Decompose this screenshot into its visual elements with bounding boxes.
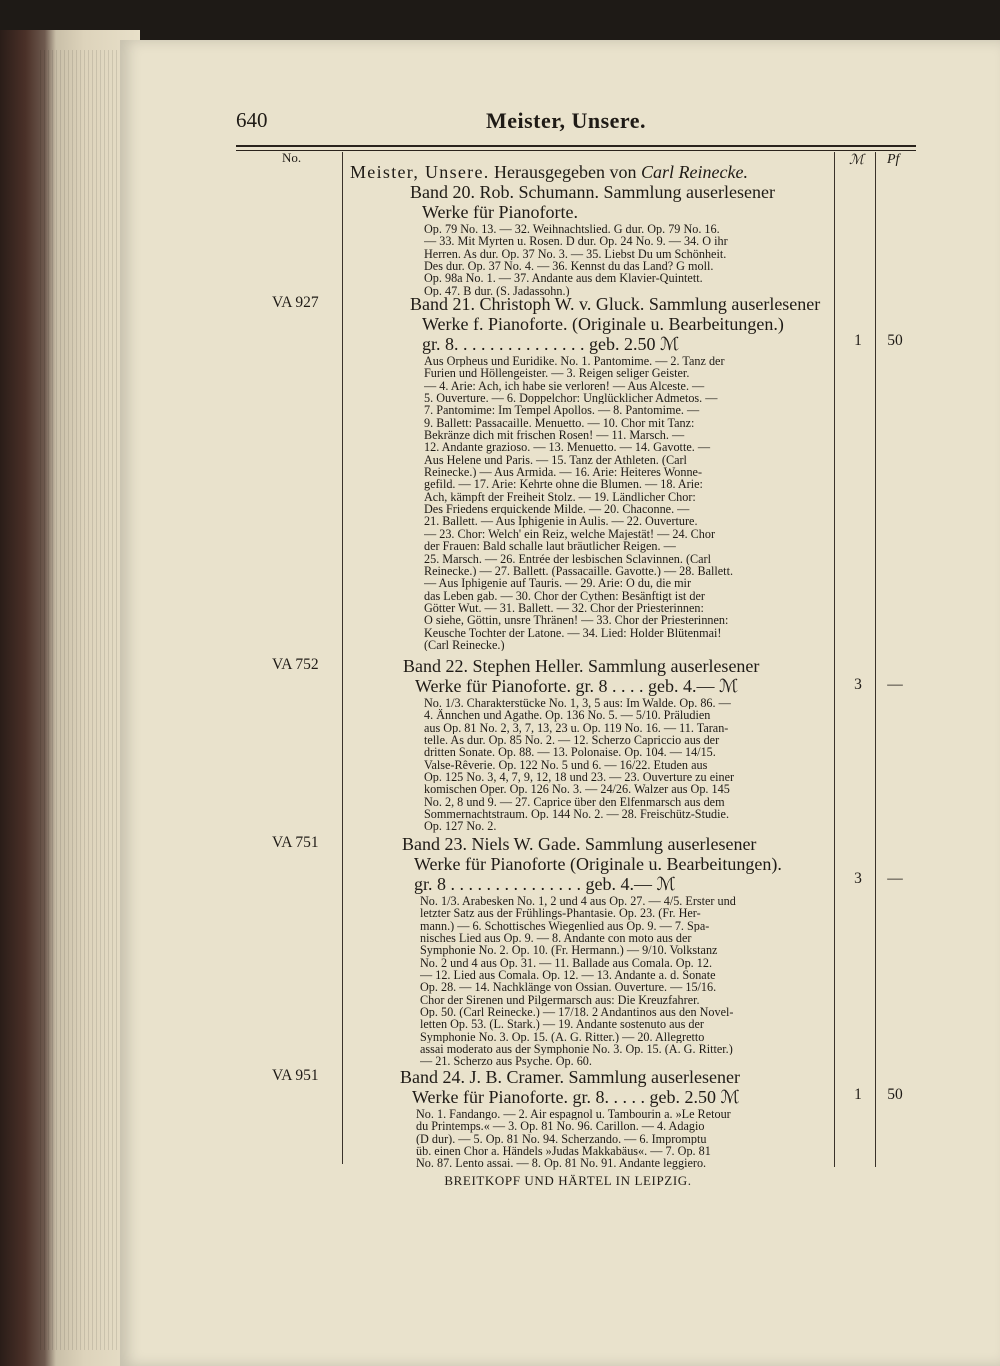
contents-line: 21. Ballett. — Aus Iphigenie in Aulis. — 22. Ouverture. <box>424 515 698 528</box>
volume-title-line: gr. 8. . . . . . . . . . . . . . . geb. 2.50 ℳ <box>422 334 680 354</box>
contents-line: assai moderato aus der Symphonie No. 3. Op. 15. (A. G. Ritter.) <box>420 1043 733 1056</box>
contents-line: der Frauen: Bald schalle laut bräutlicher Reigen. — <box>424 540 676 553</box>
book-page-edges <box>0 30 140 1366</box>
contents-line: üb. einen Chor a. Händels »Judas Makkabäus«. — 7. Op. 81 <box>416 1145 711 1158</box>
contents-line: nisches Lied aus Op. 9. — 8. Andante con moto aus der <box>420 932 692 945</box>
contents-line: du Printemps.« — 3. Op. 81 No. 96. Carillon. — 4. Adagio <box>416 1120 705 1133</box>
contents-line: — 33. Mit Myrten u. Rosen. D dur. Op. 24 No. 9. — 34. O ihr <box>424 235 728 248</box>
volume-contents <box>424 223 840 297</box>
volume-title-line: Band 21. Christoph W. v. Gluck. Sammlung auserlesener <box>410 294 821 314</box>
column-divider-pf <box>875 152 876 1167</box>
running-title: Meister, Unsere. <box>485 108 647 133</box>
page-header <box>236 108 916 140</box>
price-mark: 1 <box>854 1086 862 1103</box>
contents-line: Aus Orpheus und Euridike. No. 1. Pantomime. — 2. Tanz der <box>424 355 725 368</box>
contents-line: 9. Ballett: Passacaille. Menuetto. — 10. Chor mit Tanz: <box>424 416 695 430</box>
contents-line: Op. 127 No. 2. <box>424 820 497 833</box>
volume-entry <box>402 834 832 1068</box>
contents-line: Valse-Rêverie. Op. 122 No. 5 und 6. — 16/22. Etuden aus <box>424 758 708 772</box>
contents-line: Ach, kämpft der Freiheit Stolz. — 19. Ländlicher Chor: <box>424 490 696 504</box>
contents-line: Symphonie No. 2. Op. 10. (Fr. Hermann.) — 9/10. Volkstanz <box>420 944 718 957</box>
volume-entry <box>410 294 840 651</box>
volume-title-line: gr. 8 . . . . . . . . . . . . . . . geb. 4.— ℳ <box>414 874 676 894</box>
contents-line: letzter Satz aus der Frühlings-Phantasie. Op. 23. (Fr. Her- <box>420 907 701 920</box>
catalog-number: VA 927 <box>272 294 319 311</box>
volume-entry <box>400 1067 830 1170</box>
volume-title-line: Band 23. Niels W. Gade. Sammlung auserlesener <box>402 834 757 854</box>
volume-title-line: Werke für Pianoforte. gr. 8. . . . . geb. 2.50 ℳ <box>412 1087 740 1107</box>
contents-line: Herren. As dur. Op. 37 No. 3. — 35. Liebst Du um Schönheit. <box>424 247 727 261</box>
series-heading <box>350 162 830 182</box>
page-number: 640 <box>236 108 268 132</box>
contents-line: 5. Ouverture. — 6. Doppelchor: Unglücklicher Admetos. — <box>424 392 718 405</box>
contents-line: 25. Marsch. — 26. Entrée der lesbischen Sclavinnen. (Carl <box>424 552 712 565</box>
contents-line: Bekränze dich mit frischen Rosen! — 11. Marsch. — <box>424 429 685 442</box>
publisher-footer: BREITKOPF UND HÄRTEL IN LEIPZIG. <box>444 1173 692 1188</box>
contents-line: Reinecke.) — 27. Ballett. (Passacaille. Gavotte.) — 28. Ballett. <box>424 564 734 578</box>
contents-line: gefild. — 17. Arie: Kehrte ohne die Blumen. — 18. Arie: <box>424 478 703 491</box>
contents-line: mann.) — 6. Schottisches Wiegenlied aus Op. 9. — 7. Spa- <box>420 919 710 933</box>
price-pfennig: 50 <box>887 332 903 349</box>
column-header-no: No. <box>282 150 302 165</box>
contents-line: das Leben gab. — 30. Chor der Cythen: Besänftigt ist der <box>424 589 705 602</box>
contents-line: (D dur). — 5. Op. 81 No. 94. Scherzando. — 6. Impromptu <box>416 1132 707 1146</box>
contents-line: No. 2, 8 und 9. — 27. Caprice über den Elfenmarsch aus dem <box>424 795 725 809</box>
contents-line: O siehe, Göttin, unsre Thränen! — 33. Chor der Priesterinnen: <box>424 614 729 627</box>
contents-line: — 21. Scherzo aus Psyche. Op. 60. <box>420 1055 592 1068</box>
contents-line: — 12. Lied aus Comala. Op. 12. — 13. Andante a. d. Sonate <box>420 969 716 982</box>
volume-entry <box>403 656 833 833</box>
volume-contents <box>420 895 832 1068</box>
contents-line: — Aus Iphigenie auf Tauris. — 29. Arie: O du, die mir <box>424 577 692 590</box>
contents-line: No. 1/3. Arabesken No. 1, 2 und 4 aus Op. 27. — 4/5. Erster und <box>420 895 736 908</box>
volume-contents <box>416 1108 830 1170</box>
volume-title-line: Werke f. Pianoforte. (Originale u. Bearbeitungen.) <box>422 314 784 334</box>
catalog-number: VA 751 <box>272 834 319 851</box>
contents-line: Op. 28. — 14. Nachklänge von Ossian. Ouverture. — 15/16. <box>420 981 717 994</box>
contents-line: No. 87. Lento assai. — 8. Op. 81 No. 91. Andante leggiero. <box>416 1157 707 1170</box>
price-pfennig: — <box>887 870 903 887</box>
volume-title-line: Band 22. Stephen Heller. Sammlung auserlesener <box>403 656 760 676</box>
volume-title-line: Band 24. J. B. Cramer. Sammlung auserlesener <box>400 1067 740 1087</box>
contents-line: Keusche Tochter der Latone. — 34. Lied: Holder Blütenmai! <box>424 626 722 639</box>
price-mark: 1 <box>854 332 862 349</box>
volume-title-line: Werke für Pianoforte. gr. 8 . . . . geb. 4.— ℳ <box>415 676 739 696</box>
column-header-mark: ℳ <box>849 153 864 168</box>
contents-line: 7. Pantomime: Im Tempel Apollos. — 8. Pantomime. — <box>424 404 700 417</box>
contents-line: Op. 47. B dur. (S. Jadassohn.) <box>424 284 570 298</box>
volume-title-line: Werke für Pianoforte. <box>422 202 578 222</box>
volume-entry <box>410 182 840 297</box>
contents-line: No. 2 und 4 aus Op. 31. — 11. Ballade aus Comala. Op. 12. <box>420 956 713 970</box>
price-pfennig: — <box>887 676 903 693</box>
contents-line: Sommernachtstraum. Op. 144 No. 2. — 28. Freischütz-Studie. <box>424 808 729 821</box>
header-rule <box>236 145 916 147</box>
price-mark: 3 <box>854 870 862 887</box>
catalog-number: VA 951 <box>272 1067 319 1084</box>
contents-line: Reinecke.) — Aus Armida. — 16. Arie: Heiteres Wonne- <box>424 466 703 479</box>
contents-line: — 23. Chor: Welch' ein Reiz, welche Majestät! — 24. Chor <box>424 527 716 541</box>
contents-line: (Carl Reinecke.) <box>424 638 505 652</box>
contents-line: Götter Wut. — 31. Ballett. — 32. Chor der Priesterinnen: <box>424 601 704 615</box>
price-pfennig: 50 <box>887 1086 903 1103</box>
contents-line: Op. 125 No. 3, 4, 7, 9, 12, 18 und 23. — 23. Ouverture zu einer <box>424 771 735 784</box>
contents-line: 4. Ännchen und Agathe. Op. 136 No. 5. — 5/10. Präludien <box>424 709 711 722</box>
volume-title-line: Band 20. Rob. Schumann. Sammlung auserlesener <box>410 182 775 202</box>
contents-line: No. 1/3. Charakterstücke No. 1, 3, 5 aus: Im Walde. Op. 86. — <box>424 697 731 710</box>
header-rule-thin <box>236 150 916 151</box>
series-title: Meister, Unsere. <box>350 162 490 182</box>
contents-line: No. 1. Fandango. — 2. Air espagnol u. Tambourin a. »Le Retour <box>416 1108 731 1121</box>
contents-line: Op. 98a No. 1. — 37. Andante aus dem Klavier-Quintett. <box>424 272 703 285</box>
contents-line: komischen Oper. Op. 126 No. 3. — 24/26. Walzer aus Op. 145 <box>424 783 730 796</box>
contents-line: — 4. Arie: Ach, ich habe sie verloren! — Aus Alceste. — <box>424 379 705 393</box>
contents-line: Chor der Sirenen und Pilgermarsch aus: Die Kreuzfahrer. <box>420 993 700 1007</box>
contents-line: telle. As dur. Op. 85 No. 2. — 12. Scherzo Capriccio aus der <box>424 734 720 747</box>
contents-line: Furien und Höllengeister. — 3. Reigen seliger Geister. <box>424 367 690 380</box>
contents-line: Des Friedens erquickende Milde. — 20. Chaconne. — <box>424 503 690 516</box>
contents-line: dritten Sonate. Op. 88. — 13. Polonaise. Op. 104. — 14/15. <box>424 746 716 759</box>
contents-line: Aus Helene und Paris. — 15. Tanz der Athleten. (Carl <box>424 453 687 467</box>
column-header-pf: Pf <box>887 152 900 167</box>
catalog-number: VA 752 <box>272 656 319 673</box>
volume-title-line: Werke für Pianoforte (Originale u. Bearbeitungen). <box>414 854 782 874</box>
contents-line: 12. Andante grazioso. — 13. Menuetto. — 14. Gavotte. — <box>424 441 711 454</box>
contents-line: Op. 79 No. 13. — 32. Weihnachtslied. G dur. Op. 79 No. 16. <box>424 223 720 236</box>
contents-line: Des dur. Op. 37 No. 4. — 36. Kennst du das Land? G moll. <box>424 260 714 273</box>
contents-line: aus Op. 81 No. 2, 3, 7, 13, 23 u. Op. 119 No. 16. — 11. Taran- <box>424 721 729 735</box>
volume-contents <box>424 697 833 833</box>
contents-line: Symphonie No. 3. Op. 15. (A. G. Ritter.) — 20. Allegretto <box>420 1030 705 1044</box>
column-divider-no <box>342 152 343 1164</box>
price-mark: 3 <box>854 676 862 693</box>
series-text: Herausgegeben von <box>489 162 641 182</box>
series-editor: Carl Reinecke. <box>641 162 748 182</box>
contents-line: Op. 50. (Carl Reinecke.) — 17/18. 2 Andantinos aus den Novel- <box>420 1006 734 1019</box>
contents-line: letten Op. 53. (L. Stark.) — 19. Andante sostenuto aus der <box>420 1018 704 1031</box>
volume-contents <box>424 355 840 651</box>
